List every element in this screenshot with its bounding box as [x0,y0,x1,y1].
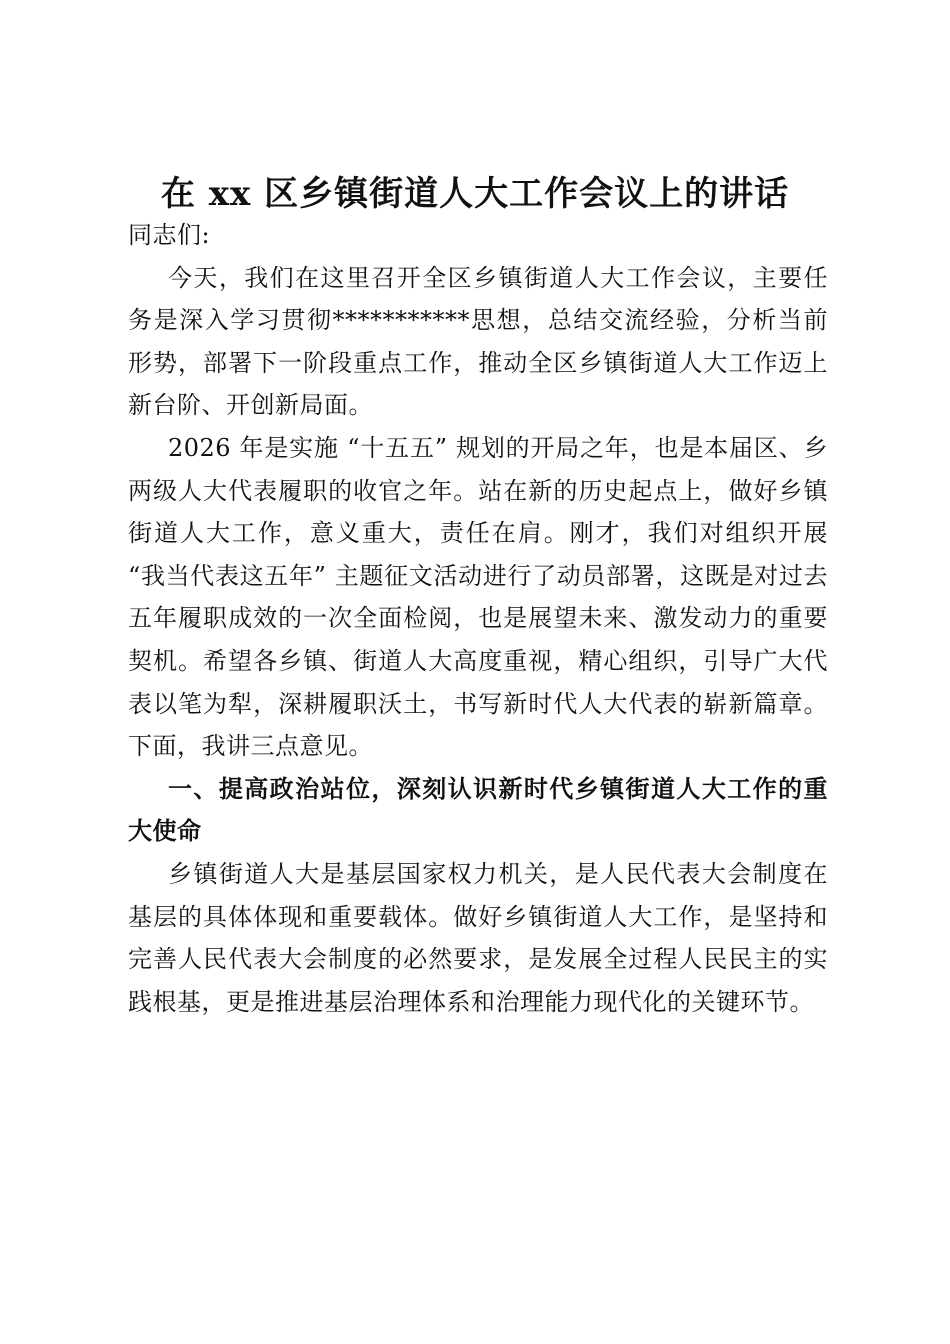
section-paragraph: 乡镇街道人大是基层国家权力机关，是人民代表大会制度在基层的具体体现和重要载体。做好乡镇街道人大工作，是坚持和完善人民代表大会制度的必然要求，是发展全过程人民民主的实践根基，更是推进基层治理体系和治理能力现代化的关键环节。 [128,859,828,1016]
section-heading: 一、提高政治站位，深刻认识新时代乡镇街道人大工作的重大使命 [128,773,828,846]
document-title: 在 xx 区乡镇街道人大工作会议上的讲话 [160,174,790,214]
salutation: 同志们: [128,221,211,249]
document-body [128,214,828,1023]
paragraph-context: 2026 年是实施 “十五五” 规划的开局之年，也是本届区、乡两级人大代表履职的收官之年。站在新的历史起点上，做好乡镇街道人大工作，意义重大，责任在肩。刚才，我们对组织开展 “我当代表这五年” 主题征文活动进行了动员部署，这既是对过去五年履职成效的一次全面检阅，也是展望未来、激发动力的重要契机。希望各乡镇、街道人大高度重视，精心组织，引导广大代表以笔为犁，深耕履职沃土，书写新时代人大代表的崭新篇章。下面，我讲三点意见。 [128,433,828,761]
paragraph-opening: 今天，我们在这里召开全区乡镇街道人大工作会议，主要任务是深入学习贯彻***********思想，总结交流经验，分析当前形势，部署下一阶段重点工作，推动全区乡镇街道人大工作迈上新台阶、开创新局面。 [128,263,828,420]
